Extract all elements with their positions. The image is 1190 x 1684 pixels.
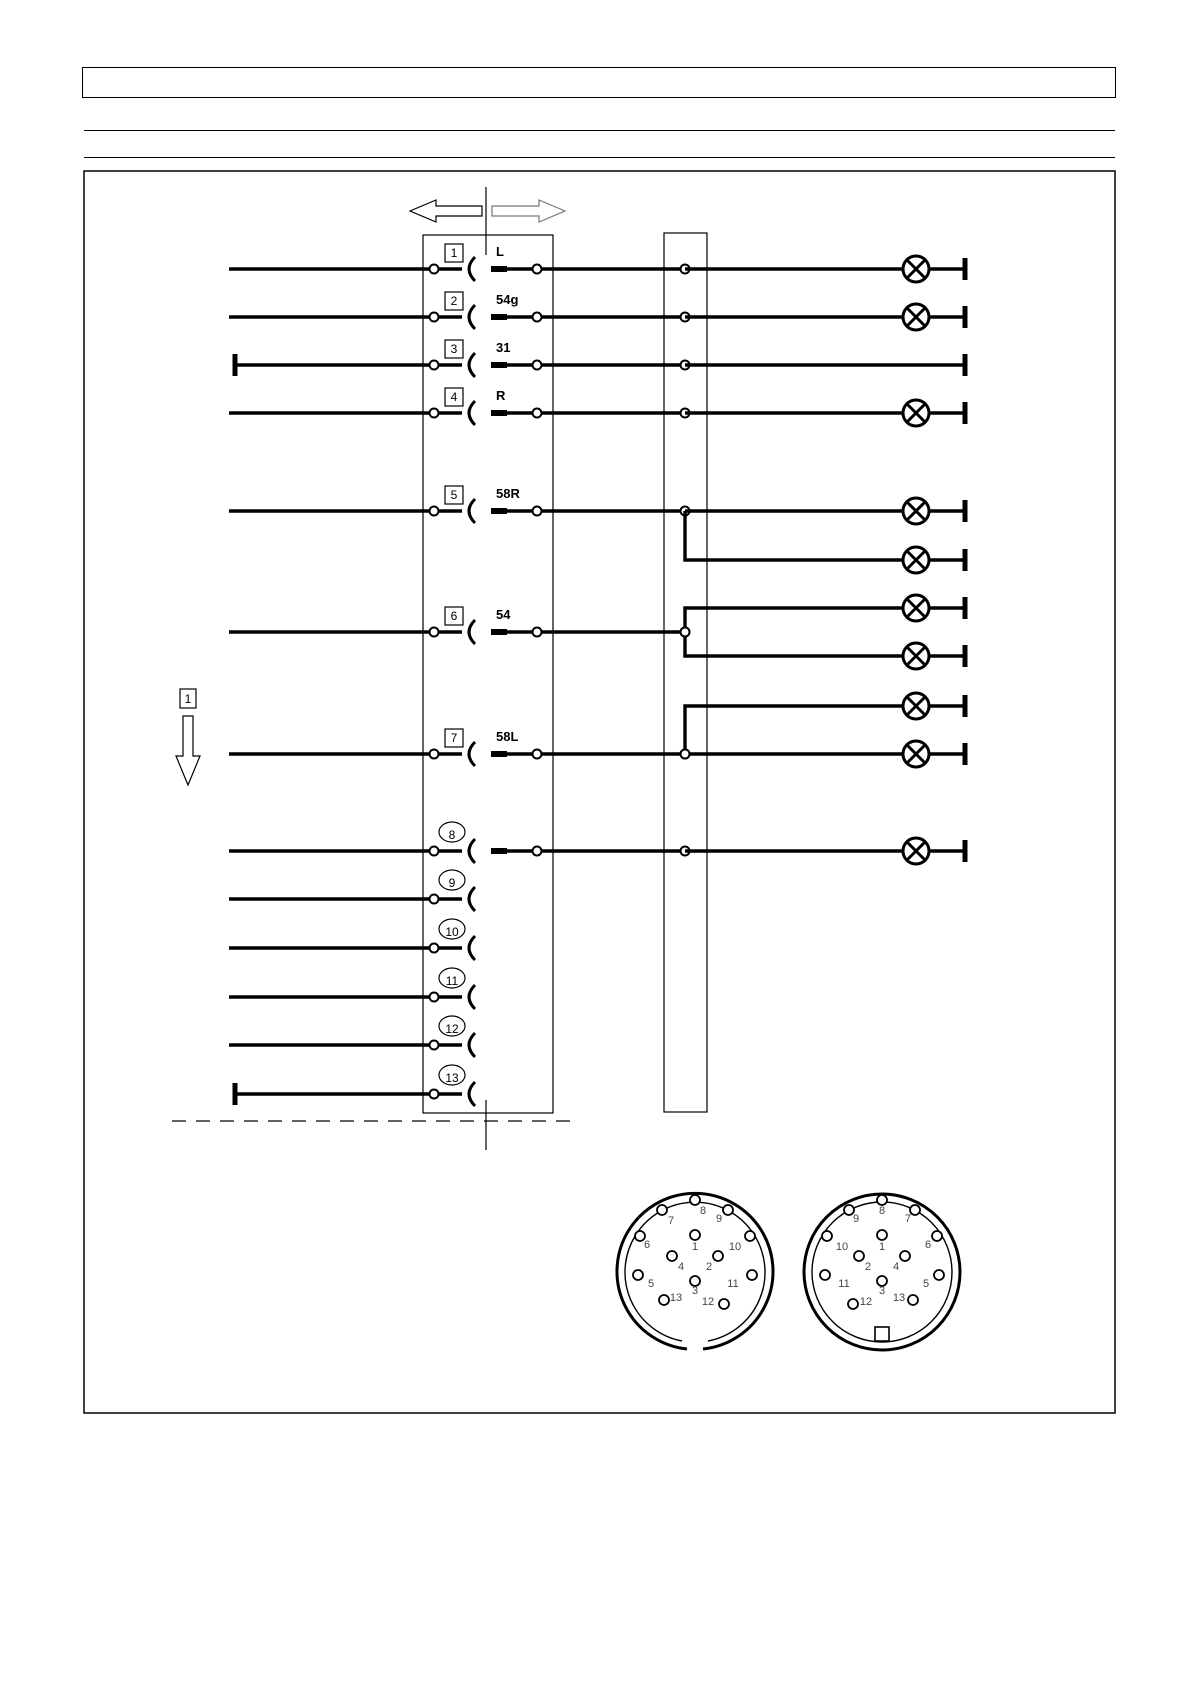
contact-hole [820,1270,830,1280]
pin-row-11 [229,968,475,1009]
lamp-icon [903,400,929,426]
plug-pin-icon [491,629,507,635]
pin-row-2 [229,292,965,330]
lamp-icon [903,547,929,573]
terminal-node [430,1041,439,1050]
pin-code-label: 58R [496,486,520,501]
socket-pin-label: 12 [701,1296,715,1308]
socket-pin-label: 4 [677,1261,685,1273]
pin-number-label: 13 [445,1071,459,1085]
lamp-icon [903,693,929,719]
contact-hole [877,1195,887,1205]
pin-number-label: 10 [445,925,459,939]
socket-contact-icon [469,305,475,329]
plug-pin-label: 11 [838,1278,850,1290]
socket-contact-icon [469,887,475,911]
lamp-icon [903,256,929,282]
socket-contact-icon [469,985,475,1009]
key-notch-icon [875,1327,889,1341]
lamp-wire [685,608,903,632]
plug-pin-label: 7 [904,1213,912,1225]
side-marker [176,689,200,785]
socket-pin-label: 6 [643,1239,651,1251]
pin-row-3 [235,340,965,377]
terminal-node [430,265,439,274]
socket-pin-label: 8 [699,1205,707,1217]
plug-pin-label: 5 [922,1278,930,1290]
lamp-icon [903,498,929,524]
socket-contact-icon [469,620,475,644]
plug-pin-label: 13 [892,1292,906,1304]
plug-pin-label: 6 [924,1239,932,1251]
contact-hole [690,1195,700,1205]
plug-face [804,1194,960,1350]
plug-pin-label: 12 [859,1296,873,1308]
terminal-node [430,361,439,370]
socket-pin-label: 11 [727,1278,739,1290]
terminal-node [533,628,542,637]
pin-code-label: L [496,244,504,259]
terminal-node [430,944,439,953]
side-marker-label: 1 [184,692,192,706]
pin-code-label: 54g [496,292,519,307]
pin-number-label: 12 [445,1022,459,1036]
lamp-wire [685,706,903,754]
terminal-node [430,847,439,856]
terminal-node [533,313,542,322]
plug-pin-label: 1 [878,1241,886,1253]
socket-contact-icon [469,839,475,863]
pin-number-label: 9 [448,876,456,890]
terminal-node [430,313,439,322]
socket-face [617,1193,773,1349]
pin-number-label: 2 [450,294,458,308]
plug-pin-icon [491,266,507,272]
contact-hole [822,1231,832,1241]
pin-number-label: 11 [445,974,459,988]
terminal-node [533,847,542,856]
pin-row-1 [229,244,965,282]
lamp-wire [685,511,903,560]
plug-inner-rim [812,1202,952,1342]
plug-pin-icon [491,314,507,320]
pin-row-6 [229,595,965,669]
pin-row-5 [229,486,965,573]
socket-contact-icon [469,401,475,425]
pin-number-label: 7 [450,731,458,745]
pin-number-label: 6 [450,609,458,623]
plug-pin-icon [491,848,507,854]
socket-contact-icon [469,257,475,281]
pin-number-label: 4 [450,390,458,404]
pin-row-13 [235,1065,475,1106]
terminal-node [681,628,690,637]
plug-pin-label: 2 [864,1261,872,1273]
plug-pin-label: 3 [878,1285,886,1297]
socket-contact-icon [469,353,475,377]
lamp-icon [903,741,929,767]
plug-pin-icon [491,410,507,416]
contact-hole [747,1270,757,1280]
pin-code-label: 58L [496,729,519,744]
socket-pin-label: 5 [647,1278,655,1290]
diagram-frame [84,171,1115,1413]
socket-contact-icon [469,499,475,523]
socket-pin-label: 7 [667,1215,675,1227]
contact-hole [877,1230,887,1240]
contact-hole [745,1231,755,1241]
pin-code-label: 31 [496,340,511,355]
plug-pin-icon [491,508,507,514]
terminal-node [533,409,542,418]
terminal-node [430,993,439,1002]
socket-pin-label: 3 [691,1285,699,1297]
lamp-icon [903,304,929,330]
pin-row-8 [229,822,965,864]
contact-hole [723,1205,733,1215]
pin-row-10 [229,919,475,960]
contact-hole [854,1251,864,1261]
contact-hole [932,1231,942,1241]
plug-pin-icon [491,751,507,757]
pin-code-label: R [496,388,506,403]
socket-contact-icon [469,1033,475,1057]
lamp-icon [903,643,929,669]
socket-contact-icon [469,936,475,960]
pin-row-7 [229,693,965,767]
terminal-node [533,507,542,516]
plug-pin-label: 4 [892,1261,900,1273]
plug-pin-label: 8 [878,1205,886,1217]
socket-pin-label: 10 [728,1241,742,1253]
terminal-node [430,507,439,516]
pin-code-label: 54 [496,607,511,622]
contact-hole [900,1251,910,1261]
pin-number-label: 8 [448,828,456,842]
contact-hole [908,1295,918,1305]
contact-hole [633,1270,643,1280]
pin-number-label: 1 [450,246,458,260]
contact-hole [690,1230,700,1240]
plug-pin-icon [491,362,507,368]
terminal-node [430,628,439,637]
terminal-node [533,361,542,370]
pin-row-4 [229,388,965,426]
lamp-icon [903,838,929,864]
contact-hole [719,1299,729,1309]
plug-pin-label: 9 [852,1213,860,1225]
terminal-node [430,1090,439,1099]
contact-hole [713,1251,723,1261]
socket-contact-icon [469,742,475,766]
left-arrow-icon [410,200,482,222]
contact-hole [934,1270,944,1280]
contact-hole [667,1251,677,1261]
terminal-node [430,409,439,418]
down-arrow-icon [176,716,200,785]
contact-hole [848,1299,858,1309]
socket-inner-rim [625,1202,765,1341]
terminal-node [430,750,439,759]
plug-pin-label: 10 [835,1241,849,1253]
socket-contact-icon [469,1082,475,1106]
pin-number-label: 5 [450,488,458,502]
socket-pin-label: 13 [669,1292,683,1304]
right-arrow-icon [492,200,565,222]
terminal-node [681,750,690,759]
contact-hole [659,1295,669,1305]
pin-row-12 [229,1016,475,1057]
contact-hole [910,1205,920,1215]
terminal-node [533,750,542,759]
terminal-node [430,895,439,904]
socket-pin-label: 9 [715,1213,723,1225]
pin-row-9 [229,870,475,911]
terminal-node [533,265,542,274]
lamp-wire [685,632,903,656]
socket-pin-label: 2 [705,1261,713,1273]
socket-pin-label: 1 [691,1241,699,1253]
lamp-icon [903,595,929,621]
pin-rows [229,244,965,1106]
contact-hole [657,1205,667,1215]
pin-number-label: 3 [450,342,458,356]
